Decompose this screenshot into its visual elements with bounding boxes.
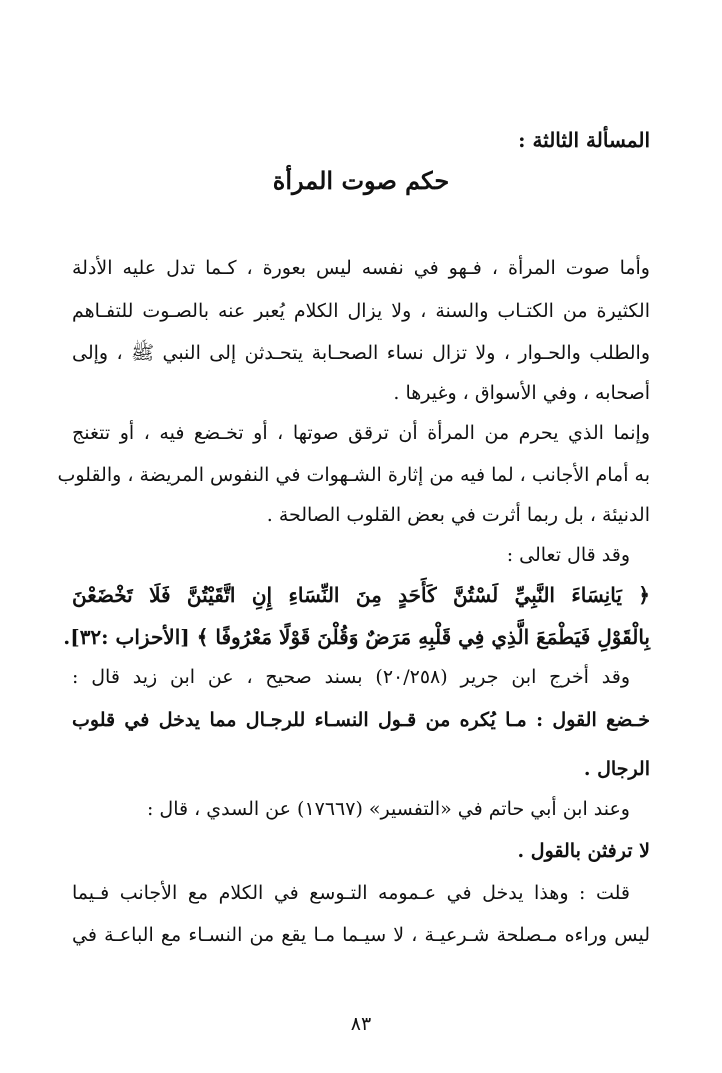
quran-verse-line-2: بِالْقَوْلِ فَيَطْمَعَ الَّذِي فِي قَلْبِهِ مَرَضٌ وَقُلْنَ قَوْلًا مَعْرُوفًا ﴾ [الأحزاب :٣٢]. — [63, 625, 650, 649]
paragraph-4: وقد أخرج ابن جرير (٢٠/٢٥٨) بسند صحيح ، عن ابن زيد قال : — [72, 666, 631, 688]
paragraph-1-line-2: الكثيرة من الكتـاب والسنة ، ولا يزال الكلام يُعبر عنه بالصـوت للتفـاهم — [72, 300, 650, 322]
paragraph-7: لا ترفثن بالقول . — [517, 840, 650, 862]
paragraph-3: وقد قال تعالى : — [506, 544, 630, 566]
paragraph-6: وعند ابن أبي حاتم في «التفسير» (١٧٦٦٧) عن السدي ، قال : — [146, 798, 630, 820]
section-heading: المسألة الثالثة : — [518, 128, 650, 152]
paragraph-1-line-3: والطلب والحـوار ، ولا تزال نساء الصحـابة يتحـدثن إلى النبي ﷺ ، وإلى — [72, 342, 650, 364]
page-number: ٨٣ — [350, 1013, 372, 1035]
paragraph-2-line-3: الدنيئة ، بل ربما أثرت في بعض القلوب الصالحة . — [266, 504, 650, 526]
paragraph-8-line-1: قلت : وهذا يدخل في عـمومه التـوسع في الكلام مع الأجانب فـيما — [72, 882, 630, 904]
paragraph-2-line-2: به أمام الأجانب ، لما فيه من إثارة الشـهوات في النفوس المريضة ، والقلوب — [57, 464, 650, 486]
paragraph-8-line-2: ليس وراءه مـصلحة شـرعيـة ، لا سيـما مـا يقع من النسـاء مع الباعـة في — [72, 924, 650, 946]
page-title: حكم صوت المرأة — [272, 166, 450, 195]
quran-verse-line-1: ﴿ يَانِسَاءَ النَّبِيِّ لَسْتُنَّ كَأَحَدٍ مِنَ النِّسَاءِ إِنِ اتَّقَيْتُنَّ فَلَا تَخْضَعْنَ — [72, 583, 650, 607]
paragraph-1-line-4: أصحابه ، وفي الأسواق ، وغيرها . — [393, 382, 650, 404]
paragraph-1-line-1: وأما صوت المرأة ، فـهو في نفسه ليس بعورة ، كـما تدل عليه الأدلة — [72, 257, 650, 279]
paragraph-5-line-2: الرجال . — [583, 758, 650, 780]
paragraph-2-line-1: وإنما الذي يحرم من المرأة أن ترقق صوتها ، أو تخـضع فيه ، أو تتغنج — [72, 422, 650, 444]
paragraph-5-line-1: خـضع القول : مـا يُكره من قـول النسـاء للرجـال مما يدخل في قلوب — [72, 709, 650, 731]
